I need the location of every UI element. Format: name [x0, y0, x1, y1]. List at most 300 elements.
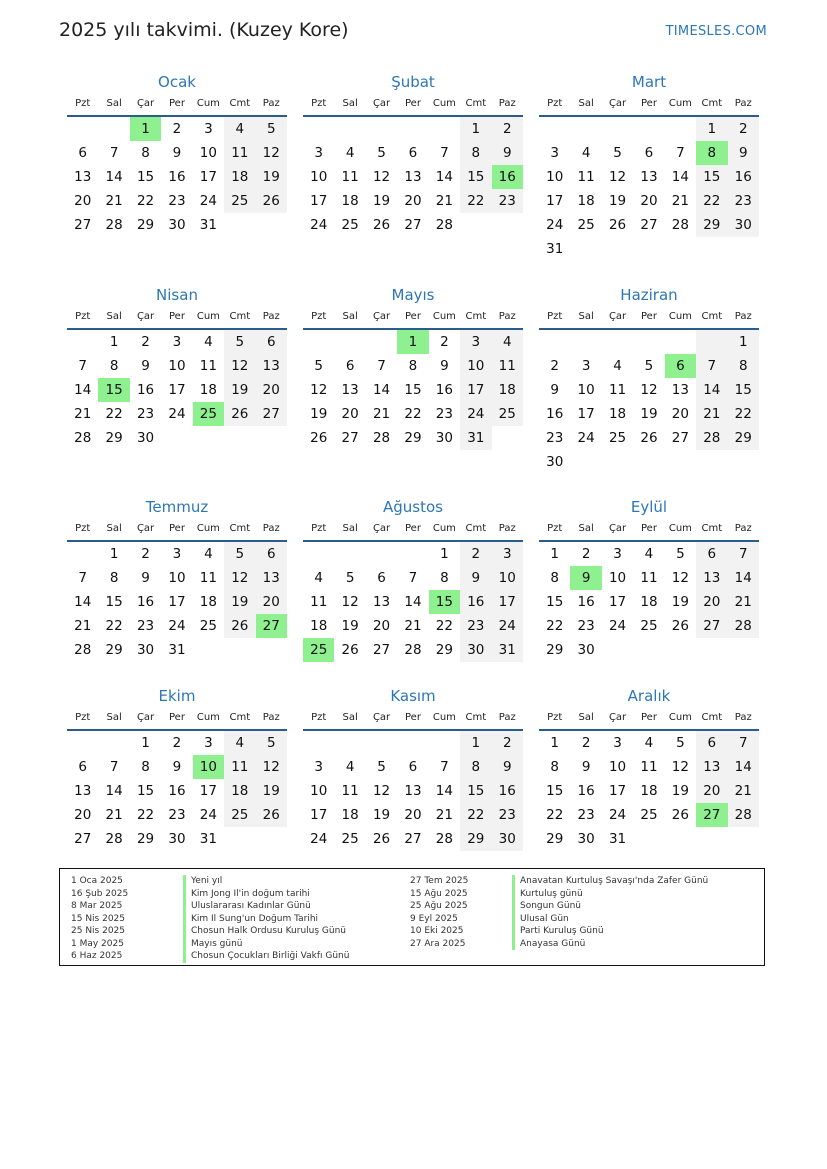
day-cell: 8 [141, 759, 150, 775]
day-cell: 4 [204, 334, 213, 350]
day-cell: 3 [613, 546, 622, 562]
day-cell: 12 [671, 570, 689, 586]
day-cell: 5 [377, 145, 386, 161]
day-cell: 22 [696, 189, 727, 213]
day-cell: 10 [608, 570, 627, 586]
weekday-header: Cmt [224, 707, 255, 731]
weekday-header: Çar [602, 518, 633, 542]
month-name: Aralık [627, 687, 671, 705]
day-cell: 13 [256, 354, 287, 378]
day-cell: 17 [460, 378, 491, 402]
day-cell: 29 [435, 642, 453, 658]
month-block [539, 71, 759, 261]
month-days-grid [67, 707, 287, 851]
day-cell: 17 [608, 594, 627, 610]
day-cell: 19 [310, 406, 328, 422]
month-name: Ekim [158, 687, 196, 705]
day-cell: 2 [141, 546, 150, 562]
day-cell: 12 [341, 594, 359, 610]
empty-day-cell [570, 237, 601, 261]
day-cell: 10 [193, 755, 224, 779]
weekday-header: Çar [366, 93, 397, 117]
day-cell: 20 [341, 406, 359, 422]
day-cell: 26 [372, 831, 391, 847]
weekday-header: Cum [429, 306, 460, 330]
day-cell: 18 [224, 779, 255, 803]
day-cell: 1 [130, 117, 161, 141]
month-name: Kasım [390, 687, 436, 705]
weekday-header: Sal [98, 93, 129, 117]
day-cell: 6 [256, 330, 287, 354]
day-cell: 28 [728, 614, 759, 638]
empty-day-cell [334, 542, 365, 566]
day-cell: 23 [168, 807, 186, 823]
empty-day-cell [460, 213, 491, 237]
empty-day-cell [665, 450, 696, 474]
day-cell: 14 [435, 169, 453, 185]
day-cell: 11 [608, 382, 627, 398]
day-cell: 19 [372, 193, 391, 209]
day-cell: 21 [404, 618, 422, 634]
month-days-grid [539, 306, 759, 474]
day-cell: 1 [440, 546, 449, 562]
day-cell: 28 [404, 642, 422, 658]
weekday-header: Paz [256, 518, 287, 542]
weekday-header: Çar [602, 93, 633, 117]
empty-day-cell [224, 638, 255, 662]
day-cell: 3 [550, 145, 559, 161]
day-cell: 15 [429, 590, 460, 614]
day-cell: 30 [168, 217, 186, 233]
month-name: Temmuz [145, 498, 209, 516]
month-days-grid [539, 707, 759, 851]
day-cell: 24 [460, 402, 491, 426]
weekday-header: Sal [334, 306, 365, 330]
day-cell: 7 [109, 145, 119, 161]
legend-holiday-name: Uluslararası Kadınlar Günü [183, 900, 349, 913]
day-cell: 24 [199, 193, 217, 209]
day-cell: 7 [440, 759, 449, 775]
weekday-header: Çar [602, 306, 633, 330]
day-cell: 26 [608, 217, 627, 233]
day-cell: 25 [640, 618, 658, 634]
legend-holiday-name: Kim Jong Il'in doğum tarihi [183, 888, 349, 901]
weekday-header: Per [633, 707, 664, 731]
day-cell: 17 [168, 594, 186, 610]
weekday-header: Cmt [460, 518, 491, 542]
day-cell: 15 [696, 165, 727, 189]
empty-day-cell [602, 117, 633, 141]
day-cell: 21 [372, 406, 391, 422]
empty-day-cell [696, 638, 727, 662]
day-cell: 13 [372, 594, 391, 610]
weekday-header: Cmt [460, 93, 491, 117]
month-block [67, 71, 287, 237]
day-cell: 23 [546, 430, 564, 446]
weekday-header: Cum [193, 518, 224, 542]
day-cell: 29 [105, 642, 123, 658]
brand-link[interactable]: TIMESLES.COM [665, 24, 767, 39]
day-cell: 15 [404, 382, 422, 398]
empty-day-cell [728, 237, 759, 261]
month-block [303, 685, 523, 851]
day-cell: 15 [546, 594, 564, 610]
month-block [539, 284, 759, 474]
day-cell: 16 [136, 594, 155, 610]
day-cell: 20 [256, 378, 287, 402]
day-cell: 22 [136, 807, 155, 823]
day-cell: 26 [224, 614, 255, 638]
day-cell: 3 [204, 735, 213, 751]
day-cell: 7 [728, 731, 759, 755]
weekday-header: Çar [130, 707, 161, 731]
day-cell: 7 [78, 570, 87, 586]
day-cell: 4 [345, 759, 355, 775]
day-cell: 23 [492, 189, 523, 213]
empty-day-cell [303, 330, 334, 354]
day-cell: 29 [728, 426, 759, 450]
day-cell: 28 [74, 430, 92, 446]
empty-day-cell [602, 450, 633, 474]
legend-date: 1 May 2025 [71, 938, 124, 949]
legend-date: 8 Mar 2025 [71, 901, 123, 911]
day-cell: 14 [74, 382, 92, 398]
day-cell: 13 [74, 783, 92, 799]
day-cell: 8 [550, 759, 559, 775]
weekday-header: Per [633, 306, 664, 330]
empty-day-cell [256, 827, 287, 851]
empty-day-cell [256, 638, 287, 662]
empty-day-cell [429, 731, 460, 755]
day-cell: 19 [671, 783, 689, 799]
day-cell: 27 [372, 642, 391, 658]
weekday-header: Pzt [539, 707, 570, 731]
day-cell: 1 [550, 546, 559, 562]
empty-day-cell [665, 237, 696, 261]
weekday-header: Cum [193, 707, 224, 731]
day-cell: 8 [109, 570, 119, 586]
empty-day-cell [665, 117, 696, 141]
weekday-header: Paz [492, 518, 523, 542]
day-cell: 26 [372, 217, 391, 233]
day-cell: 12 [372, 169, 391, 185]
day-cell: 9 [492, 755, 523, 779]
day-cell: 25 [193, 402, 224, 426]
day-cell: 13 [404, 169, 422, 185]
day-cell: 15 [460, 779, 491, 803]
weekday-header: Paz [492, 93, 523, 117]
day-cell: 18 [640, 783, 658, 799]
day-cell: 30 [577, 831, 595, 847]
day-cell: 16 [492, 165, 523, 189]
day-cell: 15 [136, 783, 155, 799]
day-cell: 5 [613, 145, 622, 161]
empty-day-cell [67, 542, 98, 566]
weekday-header: Çar [366, 518, 397, 542]
weekday-header: Cmt [460, 306, 491, 330]
day-cell: 14 [696, 378, 727, 402]
day-cell: 4 [644, 546, 654, 562]
legend-left-dates [71, 875, 128, 963]
month-days-grid [303, 306, 523, 450]
empty-day-cell [224, 426, 255, 450]
empty-day-cell [161, 426, 192, 450]
weekday-header: Pzt [67, 306, 98, 330]
empty-day-cell [665, 330, 696, 354]
day-cell: 26 [341, 642, 359, 658]
day-cell: 28 [435, 217, 453, 233]
day-cell: 15 [136, 169, 155, 185]
day-cell: 18 [341, 807, 359, 823]
month-days-grid [67, 306, 287, 450]
day-cell: 9 [141, 358, 150, 374]
month-days-grid [539, 93, 759, 261]
month-block [303, 71, 523, 237]
day-cell: 9 [570, 566, 601, 590]
day-cell: 15 [546, 783, 564, 799]
legend-holiday-name: Songun Günü [512, 900, 708, 913]
day-cell: 6 [256, 542, 287, 566]
weekday-header: Per [161, 306, 192, 330]
day-cell: 21 [74, 406, 92, 422]
weekday-header: Per [161, 707, 192, 731]
day-cell: 30 [435, 430, 453, 446]
day-cell: 30 [460, 638, 491, 662]
day-cell: 2 [581, 546, 591, 562]
empty-day-cell [696, 330, 727, 354]
day-cell: 9 [581, 759, 591, 775]
day-cell: 25 [303, 638, 334, 662]
empty-day-cell [665, 827, 696, 851]
day-cell: 6 [345, 358, 355, 374]
day-cell: 28 [372, 430, 391, 446]
empty-day-cell [366, 117, 397, 141]
day-cell: 17 [199, 169, 217, 185]
day-cell: 3 [314, 759, 323, 775]
day-cell: 21 [435, 193, 453, 209]
day-cell: 9 [172, 759, 182, 775]
day-cell: 28 [435, 831, 453, 847]
day-cell: 21 [696, 402, 727, 426]
day-cell: 14 [105, 783, 123, 799]
day-cell: 14 [671, 169, 689, 185]
day-cell: 30 [492, 827, 523, 851]
month-block [539, 496, 759, 662]
empty-day-cell [633, 330, 664, 354]
day-cell: 4 [204, 546, 213, 562]
day-cell: 28 [74, 642, 92, 658]
day-cell: 7 [78, 358, 87, 374]
empty-day-cell [602, 330, 633, 354]
day-cell: 14 [105, 169, 123, 185]
empty-day-cell [539, 117, 570, 141]
day-cell: 15 [728, 378, 759, 402]
day-cell: 24 [577, 430, 595, 446]
weekday-header: Cum [665, 707, 696, 731]
legend-right-names [512, 875, 708, 950]
day-cell: 2 [141, 334, 150, 350]
empty-day-cell [539, 330, 570, 354]
empty-day-cell [633, 638, 664, 662]
day-cell: 3 [613, 735, 622, 751]
empty-day-cell [633, 237, 664, 261]
weekday-header: Cmt [224, 306, 255, 330]
day-cell: 27 [256, 402, 287, 426]
day-cell: 19 [224, 590, 255, 614]
month-block [539, 685, 759, 851]
empty-day-cell [633, 450, 664, 474]
day-cell: 29 [546, 831, 564, 847]
day-cell: 24 [492, 614, 523, 638]
day-cell: 8 [408, 358, 418, 374]
day-cell: 24 [168, 406, 186, 422]
day-cell: 16 [136, 382, 155, 398]
legend-date: 10 Eki 2025 [410, 926, 464, 936]
day-cell: 21 [105, 193, 123, 209]
empty-day-cell [696, 450, 727, 474]
day-cell: 5 [676, 735, 685, 751]
legend-holiday-name: Parti Kuruluş Günü [512, 925, 708, 938]
day-cell: 30 [136, 642, 155, 658]
month-block [67, 496, 287, 662]
day-cell: 3 [314, 145, 323, 161]
day-cell: 31 [168, 642, 186, 658]
empty-day-cell [67, 117, 98, 141]
weekday-header: Çar [602, 707, 633, 731]
day-cell: 26 [224, 402, 255, 426]
weekday-header: Pzt [303, 93, 334, 117]
weekday-header: Pzt [303, 518, 334, 542]
day-cell: 20 [74, 807, 92, 823]
day-cell: 31 [608, 831, 627, 847]
month-block [303, 496, 523, 662]
day-cell: 15 [105, 594, 123, 610]
day-cell: 26 [640, 430, 658, 446]
day-cell: 20 [404, 807, 422, 823]
empty-day-cell [67, 330, 98, 354]
day-cell: 7 [696, 354, 727, 378]
empty-day-cell [366, 330, 397, 354]
day-cell: 10 [492, 566, 523, 590]
day-cell: 11 [224, 755, 255, 779]
day-cell: 30 [546, 454, 564, 470]
day-cell: 19 [640, 406, 658, 422]
day-cell: 17 [310, 193, 328, 209]
day-cell: 16 [168, 783, 186, 799]
day-cell: 3 [172, 334, 182, 350]
day-cell: 2 [492, 117, 523, 141]
empty-day-cell [193, 426, 224, 450]
day-cell: 7 [728, 542, 759, 566]
day-cell: 3 [204, 121, 213, 137]
month-days-grid [303, 518, 523, 662]
empty-day-cell [303, 117, 334, 141]
day-cell: 29 [136, 831, 155, 847]
weekday-header: Sal [570, 518, 601, 542]
weekday-header: Paz [728, 306, 759, 330]
day-cell: 28 [671, 217, 689, 233]
day-cell: 14 [74, 594, 92, 610]
day-cell: 14 [404, 594, 422, 610]
day-cell: 16 [435, 382, 453, 398]
day-cell: 15 [98, 378, 129, 402]
day-cell: 6 [377, 570, 386, 586]
day-cell: 21 [105, 807, 123, 823]
day-cell: 13 [671, 382, 689, 398]
day-cell: 14 [372, 382, 391, 398]
day-cell: 5 [676, 546, 685, 562]
day-cell: 25 [577, 217, 595, 233]
weekday-header: Per [633, 518, 664, 542]
day-cell: 2 [460, 542, 491, 566]
day-cell: 6 [78, 759, 87, 775]
day-cell: 8 [460, 141, 491, 165]
weekday-header: Paz [728, 93, 759, 117]
day-cell: 21 [671, 193, 689, 209]
day-cell: 4 [314, 570, 323, 586]
empty-day-cell [193, 638, 224, 662]
day-cell: 11 [492, 354, 523, 378]
weekday-header: Sal [570, 306, 601, 330]
day-cell: 4 [224, 117, 255, 141]
day-cell: 16 [168, 169, 186, 185]
day-cell: 4 [613, 358, 622, 374]
day-cell: 23 [460, 614, 491, 638]
day-cell: 23 [168, 193, 186, 209]
day-cell: 12 [256, 141, 287, 165]
day-cell: 27 [74, 831, 92, 847]
legend-date: 15 Nis 2025 [71, 913, 125, 924]
weekday-header: Çar [130, 306, 161, 330]
empty-day-cell [696, 827, 727, 851]
weekday-header: Per [161, 518, 192, 542]
empty-day-cell [570, 117, 601, 141]
day-cell: 5 [256, 731, 287, 755]
weekday-header: Sal [98, 306, 129, 330]
day-cell: 5 [377, 759, 386, 775]
day-cell: 22 [136, 193, 155, 209]
day-cell: 22 [546, 618, 564, 634]
weekday-header: Sal [98, 518, 129, 542]
day-cell: 9 [492, 141, 523, 165]
day-cell: 24 [199, 807, 217, 823]
weekday-header: Paz [728, 518, 759, 542]
day-cell: 16 [577, 594, 595, 610]
day-cell: 27 [404, 831, 422, 847]
day-cell: 25 [492, 402, 523, 426]
day-cell: 1 [109, 334, 119, 350]
legend-date: 9 Eyl 2025 [410, 913, 458, 924]
weekday-header: Per [397, 306, 428, 330]
day-cell: 18 [492, 378, 523, 402]
day-cell: 6 [696, 542, 727, 566]
legend-holiday-name: Kurtuluş günü [512, 888, 708, 901]
legend-date: 1 Oca 2025 [71, 876, 123, 886]
day-cell: 21 [728, 779, 759, 803]
month-name: Ağustos [383, 498, 443, 516]
weekday-header: Cmt [696, 707, 727, 731]
day-cell: 21 [728, 590, 759, 614]
empty-day-cell [224, 827, 255, 851]
day-cell: 2 [581, 735, 591, 751]
month-days-grid [539, 518, 759, 662]
empty-day-cell [492, 426, 523, 450]
weekday-header: Cum [665, 306, 696, 330]
weekday-header: Cmt [696, 518, 727, 542]
weekday-header: Pzt [67, 93, 98, 117]
day-cell: 14 [728, 566, 759, 590]
weekday-header: Pzt [539, 93, 570, 117]
